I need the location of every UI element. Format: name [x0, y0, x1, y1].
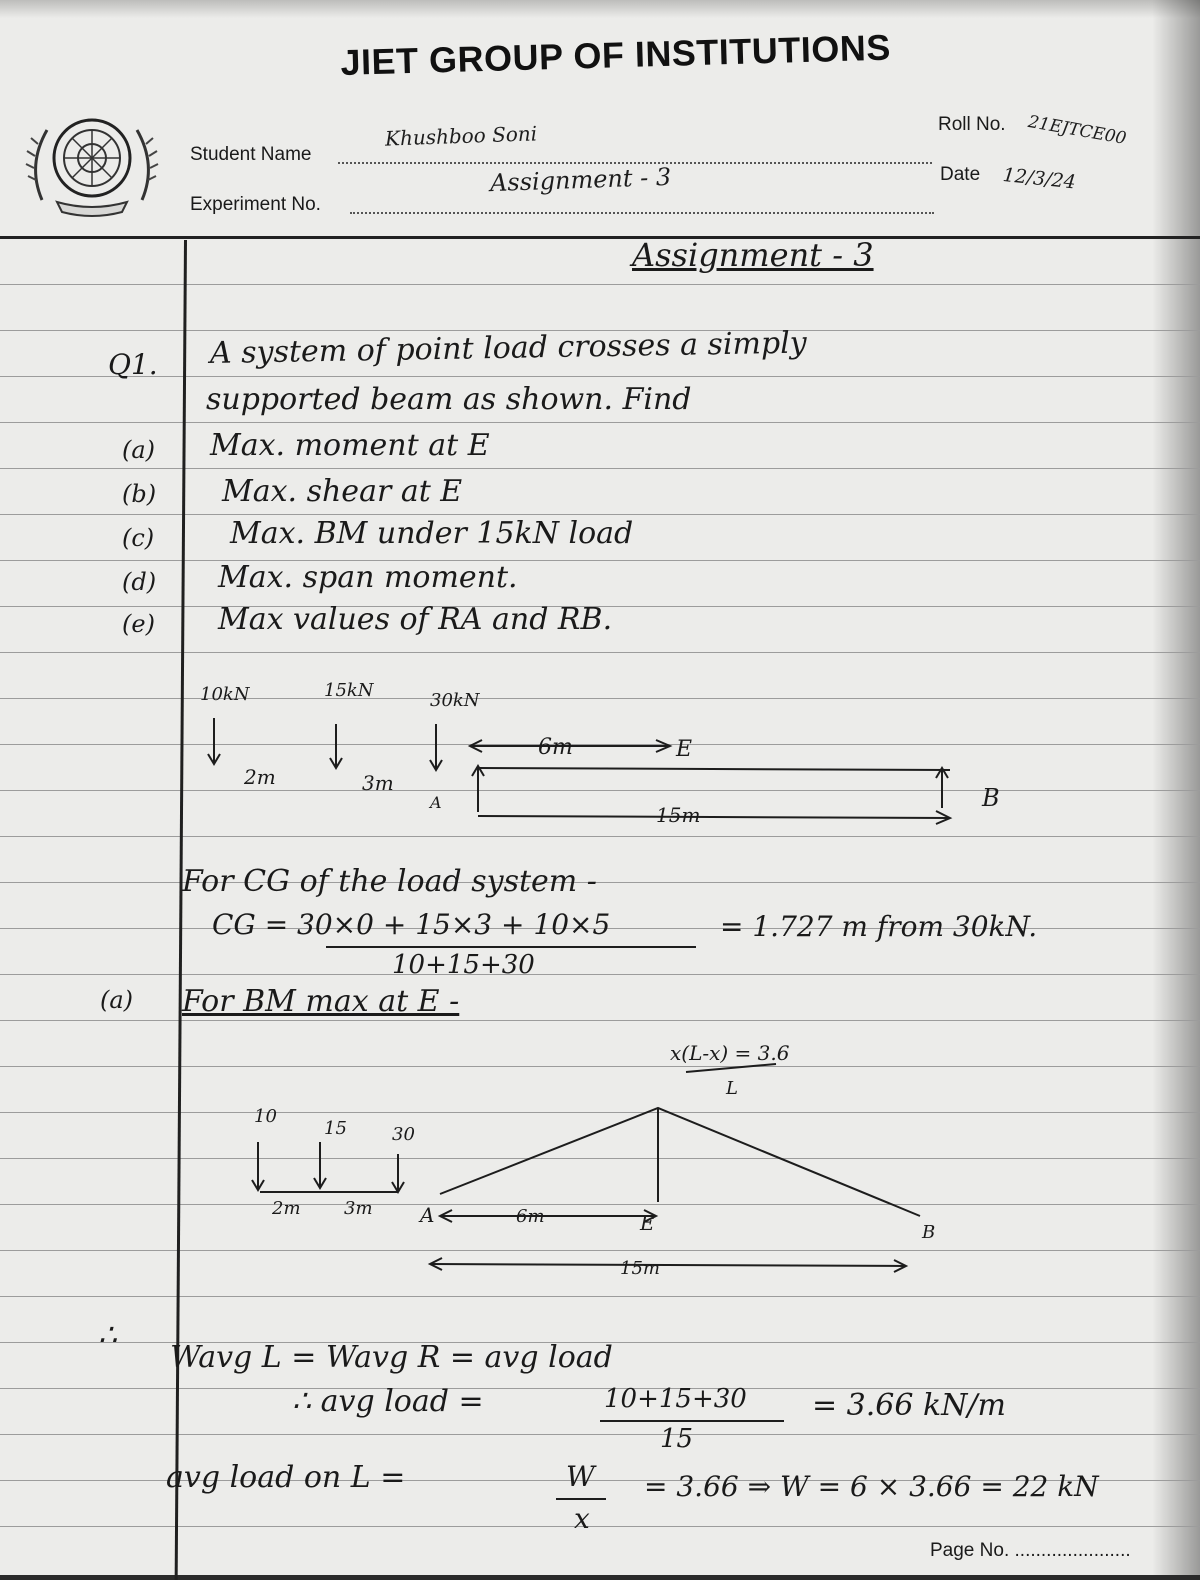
load-label: 10kN [200, 684, 250, 705]
institution-logo [22, 110, 162, 220]
ruled-line [0, 560, 1200, 561]
spacing-label: 2m [272, 1198, 301, 1219]
ruled-line [0, 514, 1200, 515]
ild-ordinate-label: x(L-x) = 3.6 [670, 1041, 790, 1065]
span-total-label: 15m [656, 803, 701, 827]
load-label: 15kN [324, 680, 374, 701]
dim-15m [478, 816, 950, 818]
question-line-2: supported beam as shown. Find [206, 382, 692, 417]
ruled-line [0, 468, 1200, 469]
ruled-line [0, 284, 1200, 285]
cg-heading: For CG of the load system - [182, 864, 597, 899]
avg-load-numerator: 10+15+30 [604, 1384, 747, 1414]
wavg-equation: Wavg L = Wavg R = avg load [170, 1340, 613, 1375]
ild-ordinate-den: L [726, 1078, 738, 1099]
point-e-label: E [676, 737, 693, 762]
part-d-marker: (d) [122, 568, 157, 596]
institution-title: JIET GROUP OF INSTITUTIONS [340, 26, 892, 83]
ordinate-fraction-bar [686, 1064, 776, 1072]
ild-diagram [220, 1030, 960, 1290]
point-e-label: E [640, 1211, 655, 1235]
ruled-line [0, 422, 1200, 423]
student-name-value: Khushboo Soni [384, 121, 538, 151]
part-a-text: Max. moment at E [210, 428, 490, 463]
spacing-label: 3m [362, 771, 394, 795]
question-line-1: A system of point load crosses a simply [209, 325, 807, 371]
header-rule [0, 236, 1200, 239]
experiment-dots [350, 212, 934, 214]
avg-load-fraction-bar [600, 1420, 784, 1422]
avg-load-on-l-fraction-bar [556, 1498, 606, 1500]
cg-formula-left: CG = 30×0 + 15×3 + 10×5 [212, 908, 611, 941]
part-d-text: Max. span moment. [218, 560, 518, 595]
point-a-label: A [420, 1203, 435, 1227]
avg-load-on-l-result: = 3.66 ⇒ W = 6 × 3.66 = 22 kN [644, 1470, 1099, 1503]
part-c-marker: (c) [122, 524, 155, 552]
point-b-label: B [982, 784, 1000, 812]
assignment-heading: Assignment - 3 [632, 236, 874, 274]
roll-no-value: 21EJTCE00 [1026, 112, 1128, 149]
load-label: 30 [392, 1124, 415, 1145]
ruled-line [0, 1388, 1200, 1389]
beam-diagram-1 [190, 670, 1000, 840]
avg-load-on-l-denominator: x [574, 1502, 590, 1535]
load-label: 30kN [430, 690, 480, 711]
spacing-label: 3m [344, 1198, 373, 1219]
therefore-symbol: ∴ [98, 1318, 118, 1353]
avg-load-result: = 3.66 kN/m [812, 1388, 1006, 1423]
experiment-label: Experiment No. [190, 194, 321, 215]
date-value: 12/3/24 [1001, 164, 1077, 194]
ruled-line [0, 1296, 1200, 1297]
spacing-label: 2m [244, 765, 276, 789]
student-name-label: Student Name [190, 144, 312, 165]
ruled-line [0, 1526, 1200, 1527]
page-top-edge [0, 0, 1200, 18]
avg-load-denominator: 15 [660, 1424, 694, 1454]
roll-no-label: Roll No. [938, 114, 1006, 135]
load-label: 15 [324, 1118, 347, 1139]
span-label: 6m [516, 1206, 545, 1227]
page-number-label: Page No. ...................... [930, 1540, 1131, 1561]
avg-load-left: ∴ avg load = [292, 1384, 484, 1419]
answer-a-heading: For BM max at E - [182, 984, 460, 1019]
cg-result: = 1.727 m from 30kN. [720, 910, 1038, 943]
margin-line [175, 240, 187, 1580]
cg-denominator: 10+15+30 [392, 950, 535, 980]
beam-line [478, 768, 950, 770]
experiment-value: Assignment - 3 [489, 162, 672, 198]
part-c-text: Max. BM under 15kN load [230, 516, 634, 551]
ild-triangle [440, 1108, 920, 1216]
dim-15m [430, 1264, 906, 1266]
cg-fraction-bar [326, 946, 696, 948]
question-label: Q1. [108, 348, 158, 381]
load-label: 10 [254, 1106, 277, 1127]
ruled-line [0, 652, 1200, 653]
answer-a-marker: (a) [100, 986, 134, 1014]
point-b-label: B [922, 1222, 936, 1243]
span-label: 6m [538, 735, 573, 760]
ruled-line [0, 1434, 1200, 1435]
part-e-text: Max values of RA and RB. [218, 602, 613, 637]
date-label: Date [940, 164, 981, 185]
span-total-label: 15m [620, 1258, 660, 1279]
part-b-text: Max. shear at E [222, 474, 463, 509]
avg-load-on-l-left: avg load on L = [166, 1460, 406, 1495]
part-a-marker: (a) [122, 436, 156, 464]
ruled-line [0, 376, 1200, 377]
part-b-marker: (b) [122, 480, 157, 508]
avg-load-on-l-numerator: W [566, 1460, 595, 1493]
point-a-label: A [430, 793, 442, 812]
part-e-marker: (e) [122, 610, 155, 638]
